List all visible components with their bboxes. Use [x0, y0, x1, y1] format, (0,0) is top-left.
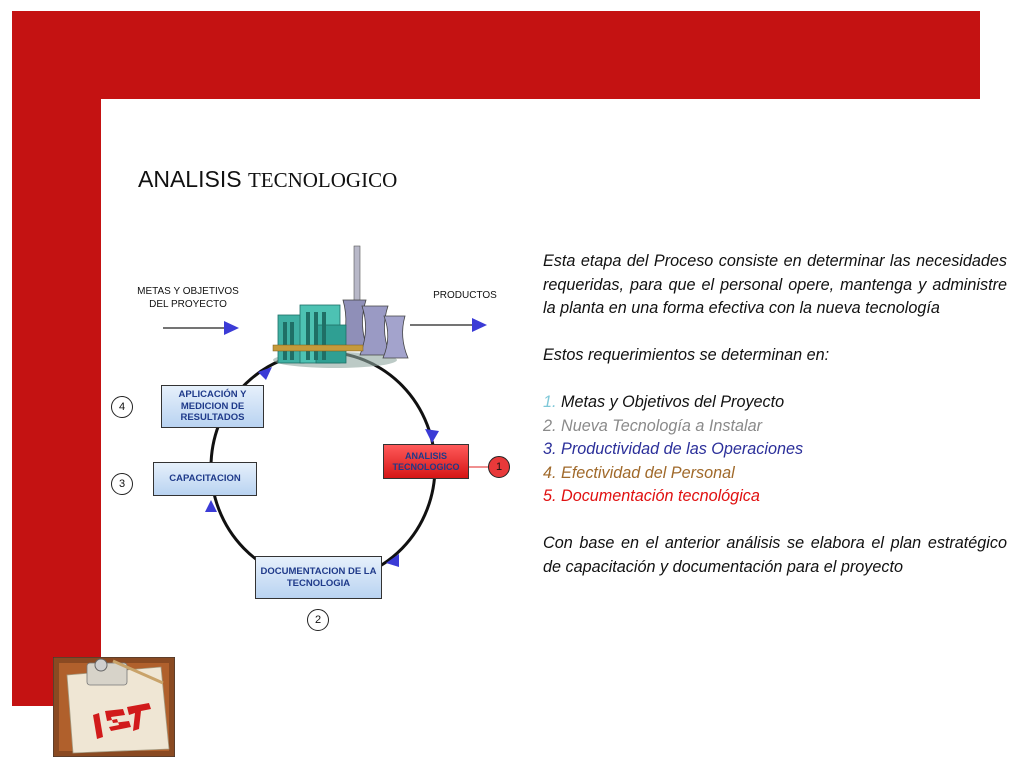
list-item-5-text: Documentación tecnológica	[561, 487, 760, 505]
conclusion-paragraph: Con base en el anterior análisis se elabora el plan estratégico de capacitación y documentación para el proyecto	[543, 534, 1007, 576]
list-item-3	[543, 438, 1007, 462]
list-item-3-number: 3.	[543, 440, 557, 458]
list-item-5-number: 5.	[543, 487, 557, 505]
lead-paragraph: Estos requerimientos se determinan en:	[543, 346, 830, 364]
box-aplicacion: APLICACIÓN Y MEDICION DE RESULTADOS	[161, 385, 264, 428]
cycle-arrow-1	[425, 429, 439, 443]
step-number-1: 1	[488, 456, 510, 478]
step-number-4: 4	[111, 396, 133, 418]
list-item-5	[543, 485, 1007, 509]
list-item-1-text: Metas y Objetivos del Proyecto	[561, 393, 785, 411]
box-capacitacion: CAPACITACION	[153, 462, 257, 496]
list-item-4	[543, 462, 1007, 486]
title-part1: ANALISIS	[138, 166, 242, 192]
step-number-2: 2	[307, 609, 329, 631]
output-arrow-head	[472, 318, 487, 332]
box-analisis-tecnologico: ANALISIS TECNOLOGICO	[383, 444, 469, 479]
list-item-2	[543, 415, 1007, 439]
list-item-4-text: Efectividad del Personal	[561, 463, 735, 482]
list-item-2-number: 2.	[543, 416, 557, 435]
list-item-2-text: Nueva Tecnología a Instalar	[561, 416, 762, 435]
clipboard-logo-icon	[53, 657, 175, 757]
title-part2: TECNOLOGICO	[247, 168, 398, 192]
step-number-3: 3	[111, 473, 133, 495]
input-label: METAS Y OBJETIVOS DEL PROYECTO	[137, 286, 239, 310]
input-arrow-head	[224, 321, 239, 335]
description-text	[543, 250, 1007, 579]
list-item-1	[543, 391, 1007, 415]
box-documentacion: DOCUMENTACION DE LA TECNOLOGIA	[255, 556, 382, 599]
factory-icon	[273, 246, 408, 368]
list-item-1-number: 1.	[543, 393, 557, 411]
output-label: PRODUCTOS	[433, 290, 497, 301]
intro-paragraph: Esta etapa del Proceso consiste en determinar las necesidades requeridas, para que el personal opere, mantenga y administre la planta en una forma efectiva con la nueva tecnología	[543, 252, 1007, 317]
list-item-3-text: Productividad de las Operaciones	[561, 440, 804, 458]
list-item-4-number: 4.	[543, 463, 557, 482]
